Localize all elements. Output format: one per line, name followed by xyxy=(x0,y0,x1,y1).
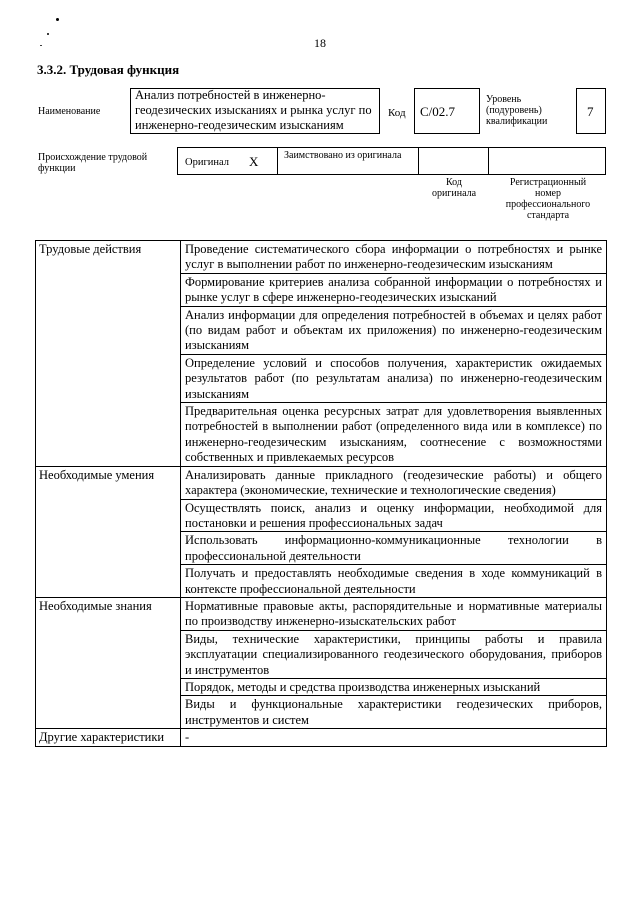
table-row xyxy=(36,241,607,274)
row-item: Определение условий и способов получения, характеристик ожидаемых результатов работ (по результатам анализа) по инженерно-геодезическим изысканиям xyxy=(181,354,607,402)
code-label: Код xyxy=(388,107,406,119)
row-item: Виды, технические характеристики, принципы работы и правила эксплуатации специализированного геодезического оборудования, приборов и инструментов xyxy=(181,630,607,678)
origin-divider-3 xyxy=(488,147,489,175)
reg-number-caption: Регистрационный номер профессионального стандарта xyxy=(505,177,591,221)
row-label: Необходимые знания xyxy=(36,597,181,728)
labor-function-table xyxy=(35,240,607,747)
code-original-caption: Код оригинала xyxy=(431,177,477,199)
row-label: Необходимые умения xyxy=(36,466,181,597)
table-row xyxy=(36,466,607,499)
row-item: Виды и функциональные характеристики геодезических приборов, инструментов и систем xyxy=(181,696,607,729)
original-label: Оригинал xyxy=(185,157,229,168)
origin-divider-1 xyxy=(277,147,278,175)
row-label: Трудовые действия xyxy=(36,241,181,467)
row-label: Другие характеристики xyxy=(36,729,181,746)
row-item: Предварительная оценка ресурсных затрат для удовлетворения выявленных потребностей в выполнении работ (определенного вида или в комплексе) по инженерно-геодезическим изысканиям, соотнесение с возможностями собственных и привлекаемых ресурсов xyxy=(181,403,607,467)
scan-speck xyxy=(56,18,59,21)
origin-divider-2 xyxy=(418,147,419,175)
origin-label: Происхождение трудовой функции xyxy=(38,152,148,174)
row-item: Анализ информации для определения потребностей в объемах и целях работ (по видам работ и объектам их приложения) по инженерно-геодезическим изысканиям xyxy=(181,306,607,354)
name-label: Наименование xyxy=(38,106,101,117)
section-title: 3.3.2. Трудовая функция xyxy=(37,62,180,77)
name-value: Анализ потребностей в инженерно-геодезических изысканиях и рынка услуг по инженерно-геодезическим изысканиям xyxy=(135,88,372,132)
row-item: Формирование критериев анализа собранной информации о потребностях и рынке услуг в сфере инженерно-геодезических изысканий xyxy=(181,273,607,306)
row-item: Нормативные правовые акты, распорядительные и нормативные материалы по производству инженерно-изыскательских работ xyxy=(181,597,607,630)
row-item: - xyxy=(181,729,607,746)
row-item: Порядок, методы и средства производства инженерных изысканий xyxy=(181,678,607,695)
row-item: Использовать информационно-коммуникационные технологии в профессиональной деятельности xyxy=(181,532,607,565)
original-mark: X xyxy=(249,154,259,169)
level-label: Уровень (подуровень) квалификации xyxy=(486,94,548,127)
scan-speck xyxy=(40,45,42,46)
scan-speck xyxy=(47,33,49,35)
table-row xyxy=(36,597,607,630)
row-item: Осуществлять поиск, анализ и оценку информации, необходимой для постановки и решения профессиональных задач xyxy=(181,499,607,532)
row-item: Анализировать данные прикладного (геодезические работы) и общего характера (экономические, технические и технологические сведения) xyxy=(181,466,607,499)
borrowed-label: Заимствовано из оригинала xyxy=(284,150,402,161)
code-value: С/02.7 xyxy=(420,104,456,119)
page-number: 18 xyxy=(314,36,326,50)
table-row xyxy=(36,729,607,746)
row-item: Получать и предоставлять необходимые сведения в ходе коммуникаций в контексте профессиональной деятельности xyxy=(181,565,607,598)
level-value: 7 xyxy=(587,104,594,119)
row-item: Проведение систематического сбора информации о потребностях и рынке услуг в выполнении работ по инженерно-геодезическим изысканиям xyxy=(181,241,607,274)
